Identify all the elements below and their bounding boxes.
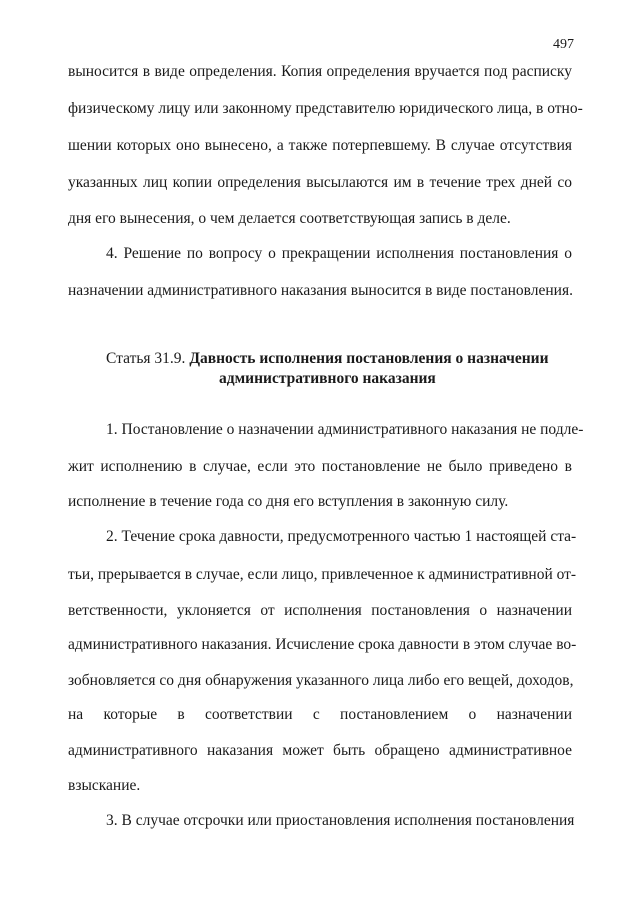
text-line: административного наказания может быть обращено административное bbox=[68, 742, 572, 759]
text-line: указанных лиц копии определения высылаются им в течение трех дней со bbox=[68, 174, 572, 191]
article-heading bbox=[106, 350, 549, 368]
text-line: зобновляется со дня обнаружения указанного лица либо его вещей, доходов, bbox=[68, 672, 574, 689]
text-line: 1. Постановление о назначении административного наказания не подле- bbox=[106, 421, 584, 438]
text-line: ветственности, уклоняется от исполнения постановления о назначении bbox=[68, 602, 572, 619]
text-line: назначении административного наказания выносится в виде постановления. bbox=[68, 282, 573, 299]
article-title-continued: административного наказания bbox=[219, 370, 436, 387]
text-line: взыскание. bbox=[68, 777, 141, 794]
text-line: административного наказания. Исчисление срока давности в этом случае во- bbox=[68, 636, 577, 653]
article-title: Давность исполнения постановления о назначении bbox=[189, 350, 549, 367]
text-line: 2. Течение срока давности, предусмотренного частью 1 настоящей ста- bbox=[106, 528, 577, 545]
text-line: 4. Решение по вопросу о прекращении исполнения постановления о bbox=[106, 245, 572, 262]
text-line: жит исполнению в случае, если это постановление не было приведено в bbox=[68, 458, 572, 475]
text-line: исполнение в течение года со дня его вступления в законную силу. bbox=[68, 493, 509, 510]
text-line: на которые в соответствии с постановлением о назначении bbox=[68, 706, 572, 723]
text-line: шении которых оно вынесено, а также потерпевшему. В случае отсутствия bbox=[68, 137, 572, 154]
article-label: Статья 31.9. bbox=[106, 350, 186, 367]
page-number: 497 bbox=[553, 37, 574, 52]
text-line: 3. В случае отсрочки или приостановления исполнения постановления bbox=[106, 812, 575, 829]
text-line: тьи, прерывается в случае, если лицо, привлеченное к административной от- bbox=[68, 566, 577, 583]
text-line: физическому лицу или законному представителю юридического лица, в отно- bbox=[68, 100, 583, 117]
text-line: дня его вынесения, о чем делается соответствующая запись в деле. bbox=[68, 210, 511, 227]
text-line: выносится в виде определения. Копия определения вручается под расписку bbox=[68, 63, 572, 80]
